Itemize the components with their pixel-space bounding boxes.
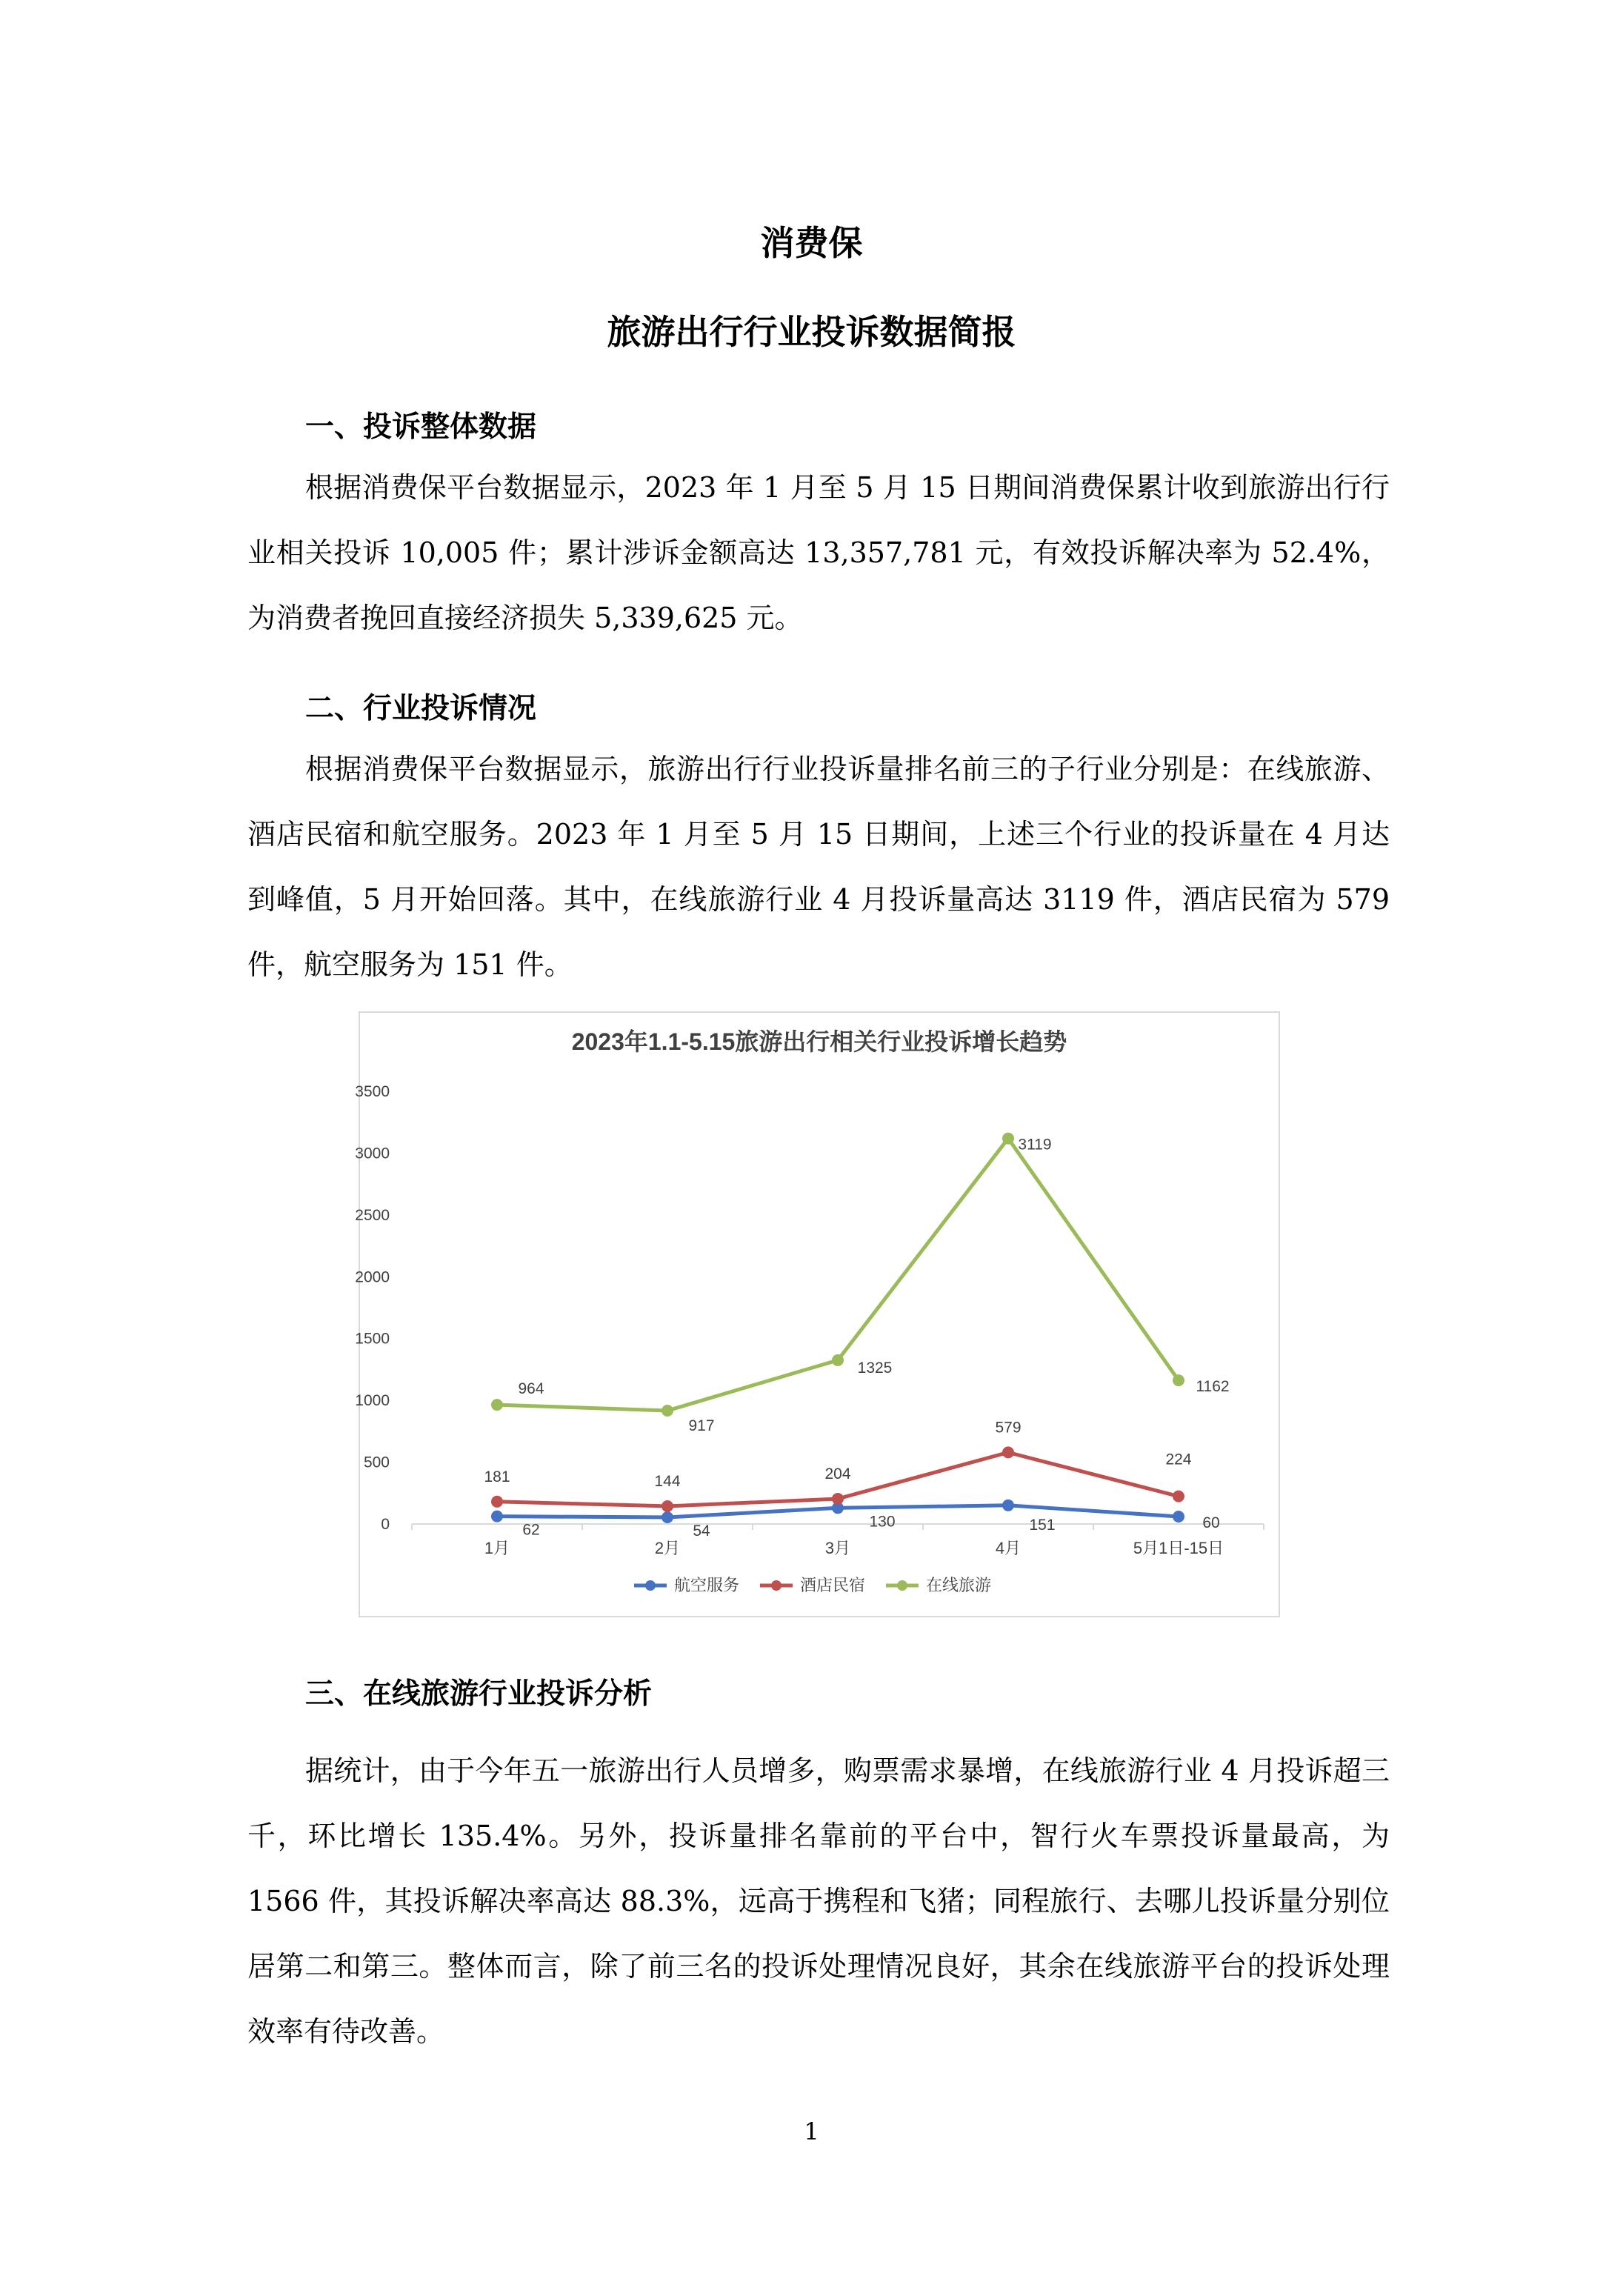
- section-heading-overall: 一、投诉整体数据: [305, 410, 537, 444]
- legend-label: 在线旅游: [926, 1576, 992, 1594]
- page-number: 1: [804, 2117, 819, 2146]
- data-label: 151: [1029, 1516, 1056, 1534]
- data-label: 62: [522, 1521, 540, 1539]
- data-label: 1325: [857, 1359, 893, 1377]
- data-label: 964: [518, 1380, 544, 1398]
- y-tick-label: 1500: [355, 1330, 390, 1348]
- data-point: [491, 1496, 503, 1508]
- legend-marker: [771, 1580, 781, 1591]
- chart-svg: [355, 1013, 1279, 1616]
- section-text-overall: 根据消费保平台数据显示，2023 年 1 月至 5 月 15 日期间消费保累计收到旅游出行行业相关投诉 10,005 件；累计涉诉金额高达 13,357,781 元，有效投诉解决率为 52.4%，为消费者挽回直接经济损失 5,339,625 元。: [247, 471, 1390, 634]
- data-point: [832, 1493, 844, 1505]
- section-heading-online-travel: 三、在线旅游行业投诉分析: [305, 1677, 653, 1711]
- data-point: [1002, 1500, 1014, 1511]
- x-tick-label: 2月: [654, 1539, 681, 1557]
- data-point: [661, 1511, 673, 1523]
- data-point: [491, 1399, 503, 1411]
- series-line-在线旅游: [497, 1136, 1179, 1411]
- y-tick-label: 2000: [355, 1268, 390, 1286]
- data-label: 181: [484, 1468, 510, 1485]
- legend-marker: [897, 1580, 907, 1591]
- data-label: 54: [693, 1522, 710, 1540]
- data-point: [832, 1354, 844, 1366]
- section-heading-industry: 二、行业投诉情况: [305, 692, 537, 725]
- y-tick-label: 500: [363, 1454, 390, 1471]
- data-point: [1002, 1446, 1014, 1458]
- data-point: [1002, 1133, 1014, 1145]
- legend-label: 酒店民宿: [800, 1576, 866, 1594]
- x-tick-label: 3月: [824, 1539, 851, 1557]
- legend-marker: [645, 1580, 656, 1591]
- legend-label: 航空服务: [674, 1576, 740, 1594]
- data-point: [491, 1511, 503, 1523]
- document-subtitle: 旅游出行行业投诉数据简报: [607, 312, 1016, 352]
- data-point: [1173, 1511, 1184, 1523]
- x-tick-label: 4月: [995, 1539, 1022, 1557]
- data-point: [1173, 1491, 1184, 1503]
- y-tick-label: 3000: [355, 1145, 390, 1162]
- section-text-online-travel: 据统计，由于今年五一旅游出行人员增多，购票需求暴增，在线旅游行业 4 月投诉超三千，环比增长 135.4%。另外，投诉量排名靠前的平台中，智行火车票投诉量最高，为 1566 件，其投诉解决率高达 88.3%，远高于携程和飞猪；同程旅行、去哪儿投诉量分别位居第二和第三。整体而言，除了前三名的投诉处理情况良好，其余在线旅游平台的投诉处理效率有待改善。: [247, 1754, 1390, 2048]
- x-tick-label: 5月1日-15日: [1133, 1539, 1224, 1557]
- data-label: 130: [869, 1513, 896, 1531]
- data-label: 60: [1202, 1514, 1220, 1531]
- data-label: 3119: [1018, 1136, 1052, 1154]
- y-tick-label: 3500: [355, 1083, 390, 1100]
- data-label: 144: [654, 1472, 681, 1490]
- data-label: 579: [995, 1419, 1022, 1437]
- data-point: [661, 1500, 673, 1512]
- data-label: 224: [1165, 1451, 1192, 1468]
- data-point: [1173, 1374, 1184, 1386]
- y-tick-label: 1000: [355, 1392, 390, 1410]
- complaint-trend-chart: [355, 1011, 1280, 1617]
- chart-title: 2023年1.1-5.15旅游出行相关行业投诉增长趋势: [571, 1028, 1067, 1055]
- data-point: [661, 1405, 673, 1417]
- data-label: 917: [688, 1417, 715, 1434]
- document-title: 消费保: [760, 223, 863, 263]
- data-label: 204: [824, 1465, 851, 1483]
- section-text-industry: 根据消费保平台数据显示，旅游出行行业投诉量排名前三的子行业分别是：在线旅游、酒店民宿和航空服务。2023 年 1 月至 5 月 15 日期间，上述三个行业的投诉量在 4 月达到峰值，5 月开始回落。其中，在线旅游行业 4 月投诉量高达 3119 件，酒店民宿为 579 件，航空服务为 151 件。: [247, 753, 1390, 981]
- data-label: 1162: [1196, 1378, 1230, 1396]
- x-tick-label: 1月: [484, 1539, 510, 1557]
- y-tick-label: 0: [381, 1516, 390, 1533]
- y-tick-label: 2500: [355, 1206, 390, 1224]
